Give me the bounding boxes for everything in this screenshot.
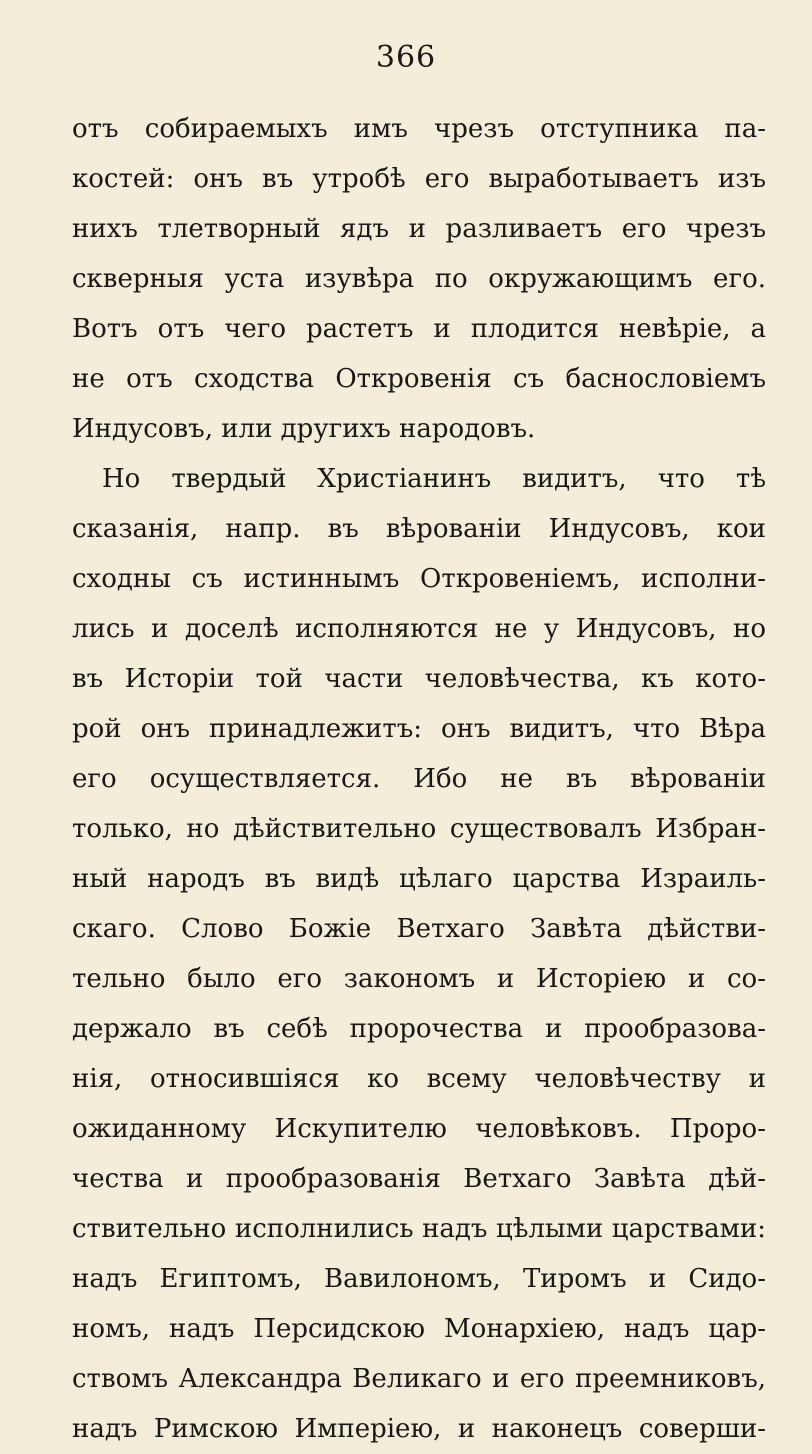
text-line: нихъ тлетворный ядъ и разливаетъ его чрезъ bbox=[72, 214, 766, 244]
text-line: не отъ сходства Откровенія съ баснословіемъ bbox=[72, 364, 766, 394]
text-line: чества и прообразованія Ветхаго Завѣта дѣй- bbox=[72, 1164, 766, 1194]
text-line: скаго. Слово Божіе Ветхаго Завѣта дѣйстви- bbox=[72, 914, 766, 944]
text-line: ствительно исполнились надъ цѣлыми царствами: bbox=[72, 1214, 766, 1244]
text-line: номъ, надъ Персидскою Монархіею, надъ цар- bbox=[72, 1314, 766, 1344]
text-line: сказанія, напр. въ вѣрованіи Индусовъ, кои bbox=[72, 514, 766, 544]
text-line: только, но дѣйствительно существовалъ Избран- bbox=[72, 814, 766, 844]
text-line: надъ Египтомъ, Вавилономъ, Тиромъ и Сидо- bbox=[72, 1264, 766, 1294]
text-line: лись и доселѣ исполняются не у Индусовъ, но bbox=[72, 614, 766, 644]
text-line: его осуществляется. Ибо не въ вѣрованіи bbox=[72, 764, 766, 794]
text-line: ный народъ въ видѣ цѣлаго царства Израиль- bbox=[72, 864, 766, 894]
text-line: надъ Римскою Имперіею, и наконецъ соверши- bbox=[72, 1414, 766, 1444]
text-line: въ Исторіи той части человѣчества, къ кото- bbox=[72, 664, 766, 694]
text-line: отъ собираемыхъ имъ чрезъ отступника па- bbox=[72, 114, 766, 144]
text-line: нія, относившіяся ко всему человѣчеству и bbox=[72, 1064, 766, 1094]
text-line-paragraph-start: Но твердый Христіанинъ видитъ, что тѣ bbox=[102, 464, 766, 494]
text-line: держало въ себѣ пророчества и прообразова- bbox=[72, 1014, 766, 1044]
text-line: ожиданному Искупителю человѣковъ. Проро- bbox=[72, 1114, 766, 1144]
text-line: Вотъ отъ чего растетъ и плодится невѣріе, а bbox=[72, 314, 766, 344]
text-line: тельно было его закономъ и Исторіею и со- bbox=[72, 964, 766, 994]
text-line: Индусовъ, или другихъ народовъ. bbox=[72, 414, 536, 444]
text-line: костей: онъ въ утробѣ его выработываетъ изъ bbox=[72, 164, 766, 194]
text-line: сходны съ истиннымъ Откровеніемъ, исполни- bbox=[72, 564, 766, 594]
text-line: скверныя уста изувѣра по окружающимъ его. bbox=[72, 264, 766, 294]
text-line: ствомъ Александра Великаго и его преемниковъ, bbox=[72, 1364, 766, 1394]
text-line: рой онъ принадлежитъ: онъ видитъ, что Вѣра bbox=[72, 714, 766, 744]
page-number: 366 bbox=[375, 40, 437, 75]
body-text bbox=[72, 104, 766, 1454]
